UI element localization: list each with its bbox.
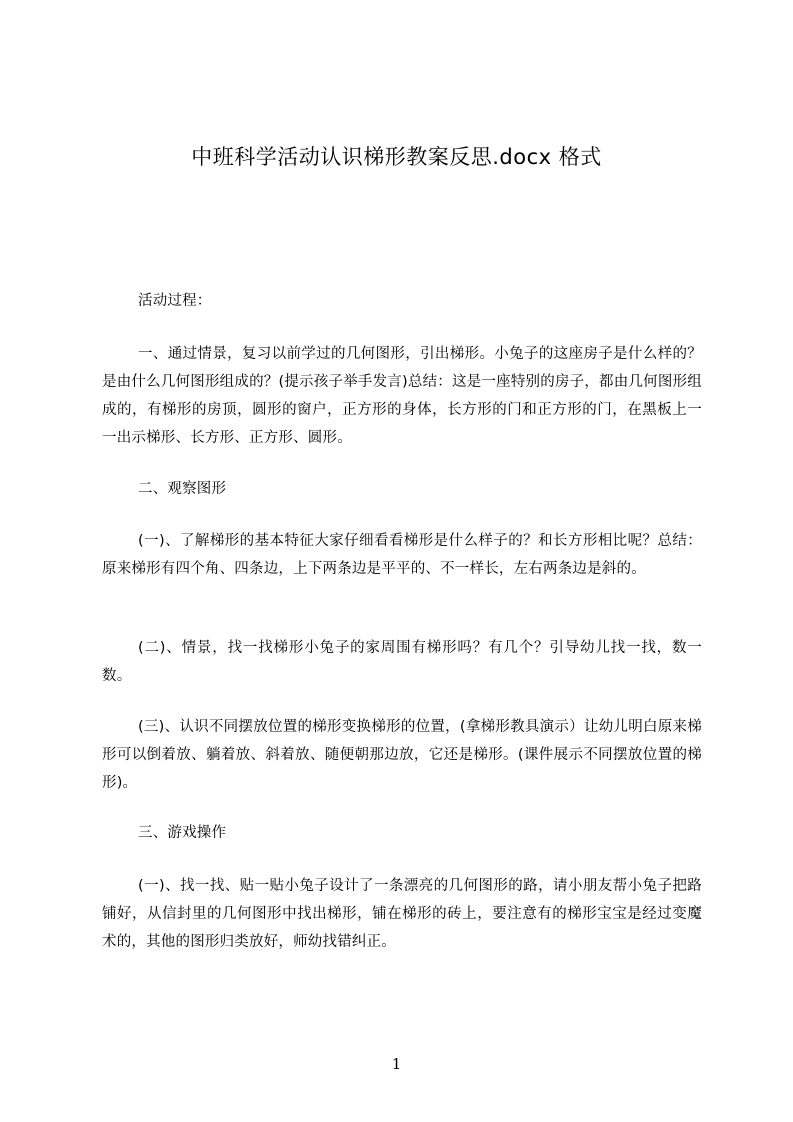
paragraph-activity-process: 活动过程： — [138, 293, 212, 309]
page-number: 1 — [391, 1055, 402, 1073]
paragraph-section-two-part-two: (二)、情景，找一找梯形小兔子的家周围有梯形吗？有几个？引导幼儿找一找，数一数。 — [102, 640, 702, 684]
document-title: 中班科学活动认识梯形教案反思.docx 格式 — [191, 145, 602, 169]
paragraph-section-two-heading: 二、观察图形 — [138, 481, 227, 497]
paragraph-section-one: 一、通过情景，复习以前学过的几何图形，引出梯形。小兔子的这座房子是什么样的？是由什么几何图形组成的？(提示孩子举手发言)总结：这是一座特别的房子，都由几何图形组成的，有梯形的房顶，圆形的窗户，正方形的身体，长方形的门和正方形的门，在黑板上一一出示梯形、长方形、正方形、圆形。 — [102, 346, 702, 446]
paragraph-section-three-heading: 三、游戏操作 — [138, 825, 227, 841]
paragraph-section-two-part-three: (三)、认识不同摆放位置的梯形变换梯形的位置，(拿梯形教具演示）让幼儿明白原来梯形可以倒着放、躺着放、斜着放、随便朝那边放，它还是梯形。(课件展示不同摆放位置的梯形)。 — [102, 719, 702, 791]
paragraph-section-two-part-one: (一)、了解梯形的基本特征大家仔细看看梯形是什么样子的？和长方形相比呢？总结：原来梯形有四个角、四条边，上下两条边是平平的、不一样长，左右两条边是斜的。 — [102, 533, 702, 577]
paragraph-section-three-part-one: (一)、找一找、贴一贴小兔子设计了一条漂亮的几何图形的路，请小朋友帮小兔子把路铺好，从信封里的几何图形中找出梯形，铺在梯形的砖上，要注意有的梯形宝宝是经过变魔术的，其他的图形归类放好，师幼找错纠正。 — [102, 878, 702, 950]
